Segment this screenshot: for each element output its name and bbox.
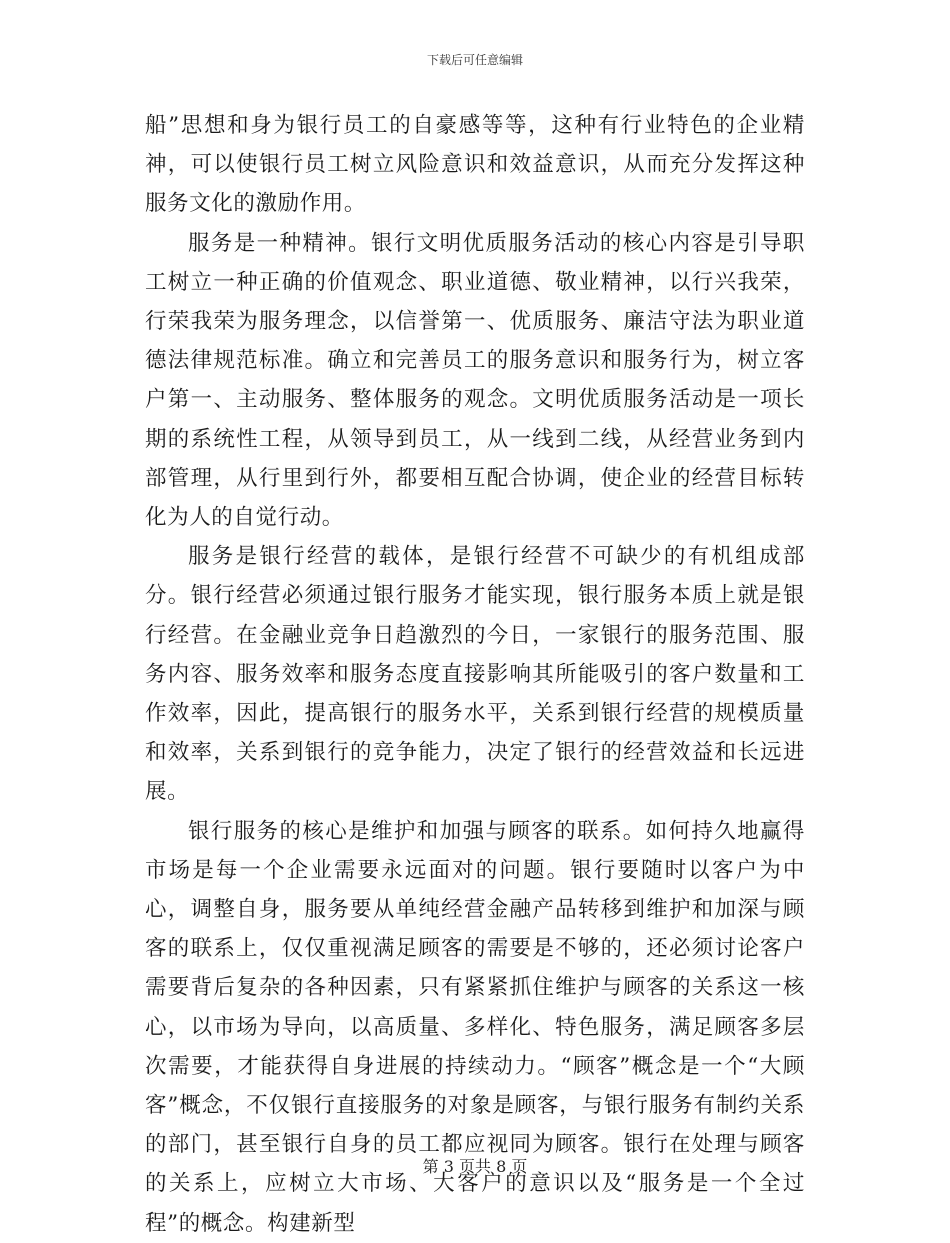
page-number: 第 3 页共 8 页 [422, 1157, 528, 1176]
page-header: 下载后可任意编辑 [426, 53, 523, 67]
paragraph-service-spirit: 服务是一种精神。银行文明优质服务活动的核心内容是引导职工树立一种正确的价值观念、职业道德、敬业精神，以行兴我荣，行荣我荣为服务理念，以信誉第一、优质服务、廉洁守法为职业道德法律规范标准。确立和完善员工的服务意识和服务行为，树立客户第一、主动服务、整体服务的观念。文明优质服务活动是一项长期的系统性工程，从领导到员工，从一线到二线，从经营业务到内部管理，从行里到行外，都要相互配合协调，使企业的经营目标转化为人的自觉行动。 [145, 230, 805, 531]
paragraph-service-carrier: 服务是银行经营的载体，是银行经营不可缺少的有机组成部分。银行经营必须通过银行服务才能实现，银行服务本质上就是银行经营。在金融业竞争日趋激烈的今日，一家银行的服务范围、服务内容、服务效率和服务态度直接影响其所能吸引的客户数量和工作效率，因此，提高银行的服务水平，关系到银行经营的规模质量和效率，关系到银行的竞争能力，决定了银行的经营效益和长远进展。 [145, 544, 805, 805]
paragraph-customer-relationship: 银行服务的核心是维护和加强与顾客的联系。如何持久地赢得市场是每一个企业需要永远面对的问题。银行要随时以客户为中心，调整自身，服务要从单纯经营金融产品转移到维护和加深与顾客的联系上，仅仅重视满足顾客的需要是不够的，还必须讨论客户需要背后复杂的各种因素，只有紧紧抓住维护与顾客的关系这一核心，以市场为导向，以高质量、多样化、特色服务，满足顾客多层次需要，才能获得自身进展的持续动力。“顾客”概念是一个“大顾客”概念，不仅银行直接服务的对象是顾客，与银行服务有制约关系的部门，甚至银行自身的员工都应视同为顾客。银行在处理与顾客的关系上，应树立大市场、大客户的意识以及“服务是一个全过程”的概念。构建新型 [145, 818, 805, 1236]
paragraph-continuation: 船”思想和身为银行员工的自豪感等等，这种有行业特色的企业精神，可以使银行员工树立风险意识和效益意识，从而充分发挥这种服务文化的激励作用。 [145, 113, 805, 217]
document-body [145, 106, 805, 1243]
